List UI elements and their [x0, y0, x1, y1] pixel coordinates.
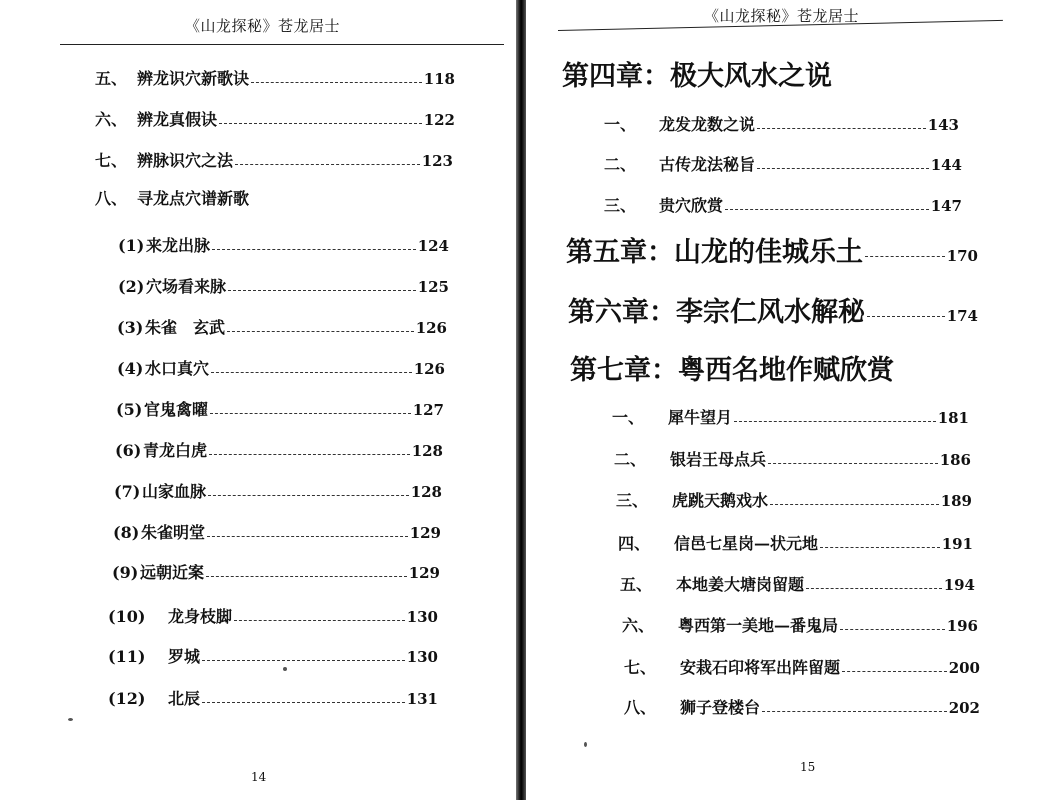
- entry-page: 127: [412, 401, 444, 419]
- leader-dots: [725, 199, 929, 210]
- chapter-title: 第六章：李宗仁风水解秘: [568, 297, 865, 328]
- entry-number: (1): [118, 236, 145, 255]
- leader-dots: [762, 701, 947, 712]
- entry-title: 辨脉识穴之法: [137, 151, 234, 170]
- toc-subentry: [116, 397, 444, 420]
- toc-subentry: [108, 604, 438, 627]
- entry-number: (2): [118, 277, 145, 296]
- entry-page: 143: [927, 116, 959, 134]
- toc-subentry: [108, 686, 438, 709]
- entry-number: 八、: [624, 698, 657, 717]
- entry-page: 118: [423, 70, 455, 88]
- leader-dots: [867, 302, 945, 317]
- leader-dots: [212, 239, 416, 250]
- entry-number: 二、: [604, 155, 637, 174]
- chapter-title: 第五章：山龙的佳城乐土: [566, 237, 863, 268]
- entry-title: 青龙白虎: [143, 441, 208, 460]
- leader-dots: [202, 650, 405, 661]
- entry-number: (10): [108, 607, 146, 626]
- chapter-heading: [566, 230, 978, 269]
- entry-number: 四、: [618, 534, 651, 553]
- toc-subentry: [108, 644, 438, 667]
- entry-page: 147: [930, 197, 962, 215]
- leader-dots: [235, 154, 420, 165]
- entry-page: 191: [941, 535, 973, 553]
- toc-entry: [616, 488, 972, 511]
- entry-number: 二、: [614, 450, 647, 469]
- toc-subentry: [112, 560, 440, 583]
- leader-dots: [206, 566, 407, 577]
- chapter-page: 174: [946, 307, 978, 325]
- chapter-page: 170: [946, 247, 978, 265]
- entry-page: 122: [423, 111, 455, 129]
- entry-page: 124: [417, 237, 449, 255]
- entry-title: 信邑七星岗—状元地: [674, 534, 819, 553]
- toc-entry: [620, 572, 975, 595]
- entry-number: 八、: [95, 189, 128, 208]
- left-page-number: 14: [251, 770, 267, 784]
- scan-speck: [283, 667, 287, 671]
- leader-dots: [770, 494, 939, 505]
- entry-title: 罗城: [168, 647, 201, 666]
- leader-dots: [840, 619, 945, 630]
- entry-page: 181: [937, 409, 969, 427]
- entry-title: 朱雀 玄武: [145, 318, 226, 337]
- toc-entry: [622, 613, 978, 636]
- entry-number: (6): [115, 441, 142, 460]
- entry-title: 水口真穴: [145, 359, 210, 378]
- entry-number: (5): [116, 400, 143, 419]
- entry-number: (3): [117, 318, 144, 337]
- toc-entry: [614, 447, 971, 470]
- entry-number: 六、: [622, 616, 655, 635]
- leader-dots: [228, 280, 416, 291]
- entry-title: 狮子登楼台: [680, 698, 761, 717]
- entry-number: (9): [112, 563, 139, 582]
- entry-title: 朱雀明堂: [141, 523, 206, 542]
- toc-subentry: [115, 438, 443, 461]
- toc-entry: [95, 107, 455, 130]
- entry-number: (11): [108, 647, 146, 666]
- entry-page: 144: [930, 156, 962, 174]
- leader-dots: [820, 537, 940, 548]
- toc-subentry: [117, 356, 445, 379]
- toc-entry: [604, 112, 959, 135]
- leader-dots: [768, 453, 938, 464]
- entry-title: 龙发龙数之说: [659, 115, 756, 134]
- entry-title: 山家血脉: [142, 482, 207, 501]
- chapter-heading: [568, 290, 978, 329]
- entry-page: 189: [940, 492, 972, 510]
- left-running-header: 《山龙探秘》苍龙居士: [185, 17, 341, 35]
- entry-number: (8): [113, 523, 140, 542]
- toc-subentry: [118, 274, 449, 297]
- left-page: [0, 0, 520, 800]
- entry-title: 来龙出脉: [146, 236, 211, 255]
- entry-title: 寻龙点穴谱新歌: [137, 189, 250, 208]
- entry-title: 穴场看来脉: [146, 277, 227, 296]
- leader-dots: [219, 113, 422, 124]
- entry-title: 古传龙法秘旨: [659, 155, 756, 174]
- toc-entry: [618, 531, 973, 554]
- leader-dots: [209, 444, 410, 455]
- toc-entry: [624, 695, 980, 718]
- toc-subentry: [118, 233, 449, 256]
- toc-subentry: [113, 520, 441, 543]
- entry-title: 粤西第一美地—番鬼局: [678, 616, 839, 635]
- toc-entry: [95, 66, 455, 89]
- toc-entry: [604, 193, 962, 216]
- toc-entry: [95, 148, 453, 171]
- entry-page: 194: [943, 576, 975, 594]
- entry-page: 125: [417, 278, 449, 296]
- leader-dots: [757, 118, 926, 129]
- leader-dots: [806, 578, 942, 589]
- toc-entry: [612, 405, 969, 428]
- entry-title: 本地姜大塘岗留题: [676, 575, 805, 594]
- entry-page: 128: [411, 442, 443, 460]
- toc-entry: [624, 655, 980, 678]
- chapter-heading: 第七章：粤西名地作赋欣赏: [570, 355, 894, 386]
- toc-section-heading: [95, 186, 345, 209]
- entry-page: 200: [948, 659, 980, 677]
- entry-title: 贵穴欣赏: [659, 196, 724, 215]
- entry-page: 131: [406, 690, 438, 708]
- entry-number: (4): [117, 359, 144, 378]
- leader-dots: [207, 526, 408, 537]
- entry-page: 128: [410, 483, 442, 501]
- entry-page: 202: [948, 699, 980, 717]
- leader-dots: [734, 411, 936, 422]
- leader-dots: [251, 72, 422, 83]
- entry-title: 官鬼禽曜: [144, 400, 209, 419]
- entry-page: 129: [409, 524, 441, 542]
- entry-title: 龙身枝脚: [168, 607, 233, 626]
- entry-title: 辨龙识穴新歌诀: [137, 69, 250, 88]
- entry-title: 北辰: [168, 689, 201, 708]
- entry-title: 远朝近案: [140, 563, 205, 582]
- toc-subentry: [114, 479, 442, 502]
- leader-dots: [757, 158, 929, 169]
- entry-number: 三、: [604, 196, 637, 215]
- leader-dots: [202, 692, 405, 703]
- leader-dots: [208, 485, 409, 496]
- scan-speck: [68, 718, 73, 721]
- leader-dots: [211, 362, 412, 373]
- entry-page: 130: [406, 608, 438, 626]
- toc-subentry: [117, 315, 447, 338]
- leader-dots: [234, 610, 405, 621]
- entry-page: 130: [406, 648, 438, 666]
- entry-number: 七、: [624, 658, 657, 677]
- entry-number: 七、: [95, 151, 128, 170]
- entry-number: 一、: [612, 408, 645, 427]
- entry-title: 辨龙真假诀: [137, 110, 218, 129]
- entry-page: 126: [415, 319, 447, 337]
- entry-page: 186: [939, 451, 971, 469]
- entry-number: (7): [114, 482, 141, 501]
- entry-number: 一、: [604, 115, 637, 134]
- left-header-rule: [60, 44, 504, 45]
- right-page: [524, 0, 1047, 800]
- entry-number: (12): [108, 689, 146, 708]
- entry-number: 三、: [616, 491, 649, 510]
- scan-speck: [584, 742, 587, 747]
- entry-page: 196: [946, 617, 978, 635]
- leader-dots: [227, 321, 414, 332]
- right-page-number: 15: [800, 760, 816, 774]
- leader-dots: [865, 242, 945, 257]
- leader-dots: [842, 661, 947, 672]
- entry-page: 126: [413, 360, 445, 378]
- entry-title: 犀牛望月: [668, 408, 733, 427]
- entry-title: 银岩王母点兵: [670, 450, 767, 469]
- leader-dots: [210, 403, 411, 414]
- entry-page: 129: [408, 564, 440, 582]
- chapter-heading: 第四章：极大风水之说: [562, 61, 832, 92]
- entry-number: 五、: [95, 69, 128, 88]
- toc-entry: [604, 152, 962, 175]
- right-running-header: 《山龙探秘》苍龙居士: [704, 7, 860, 25]
- entry-page: 123: [421, 152, 453, 170]
- entry-title: 安栽石印将军出阵留题: [680, 658, 841, 677]
- entry-number: 六、: [95, 110, 128, 129]
- entry-title: 虎跳天鹅戏水: [672, 491, 769, 510]
- entry-number: 五、: [620, 575, 653, 594]
